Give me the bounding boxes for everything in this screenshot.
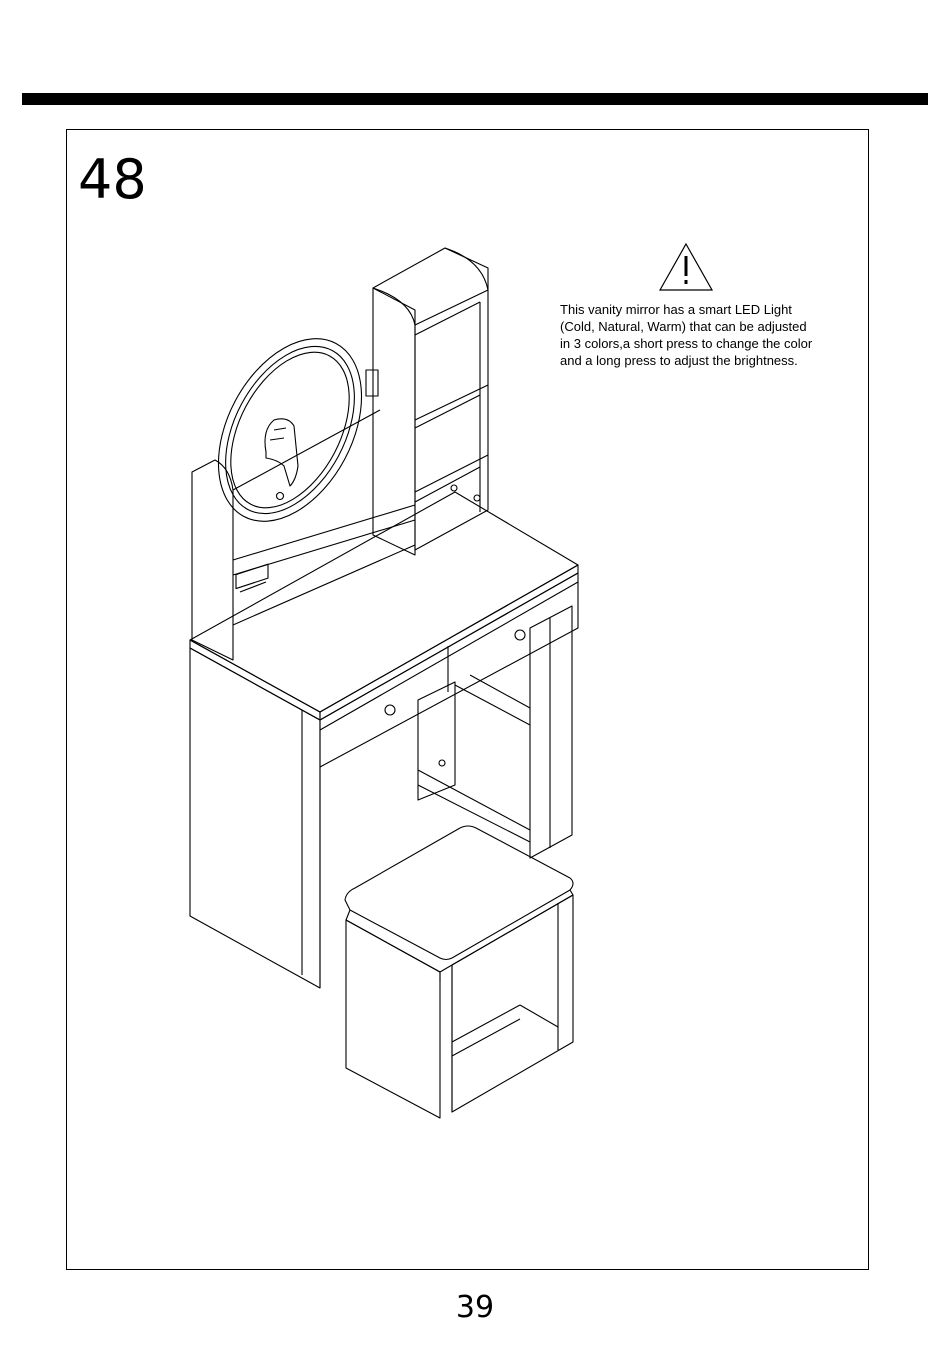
warning-line: in 3 colors,a short press to change the color <box>560 336 813 351</box>
vanity-illustration <box>170 230 610 1130</box>
left-hutch <box>192 410 415 660</box>
warning-line: and a long press to adjust the brightness. <box>560 353 798 368</box>
warning-line: (Cold, Natural, Warm) that can be adjusted <box>560 319 807 334</box>
header-rule <box>22 93 928 105</box>
round-mirror <box>189 314 391 545</box>
shelf-tower <box>373 248 488 555</box>
desk <box>190 492 578 988</box>
page-number: 39 <box>455 1290 495 1325</box>
stool <box>345 826 573 1118</box>
hand-press-icon <box>265 419 298 500</box>
warning-line: This vanity mirror has a smart LED Light <box>560 302 792 317</box>
step-number: 48 <box>78 148 147 211</box>
warning-triangle-icon <box>658 242 714 292</box>
